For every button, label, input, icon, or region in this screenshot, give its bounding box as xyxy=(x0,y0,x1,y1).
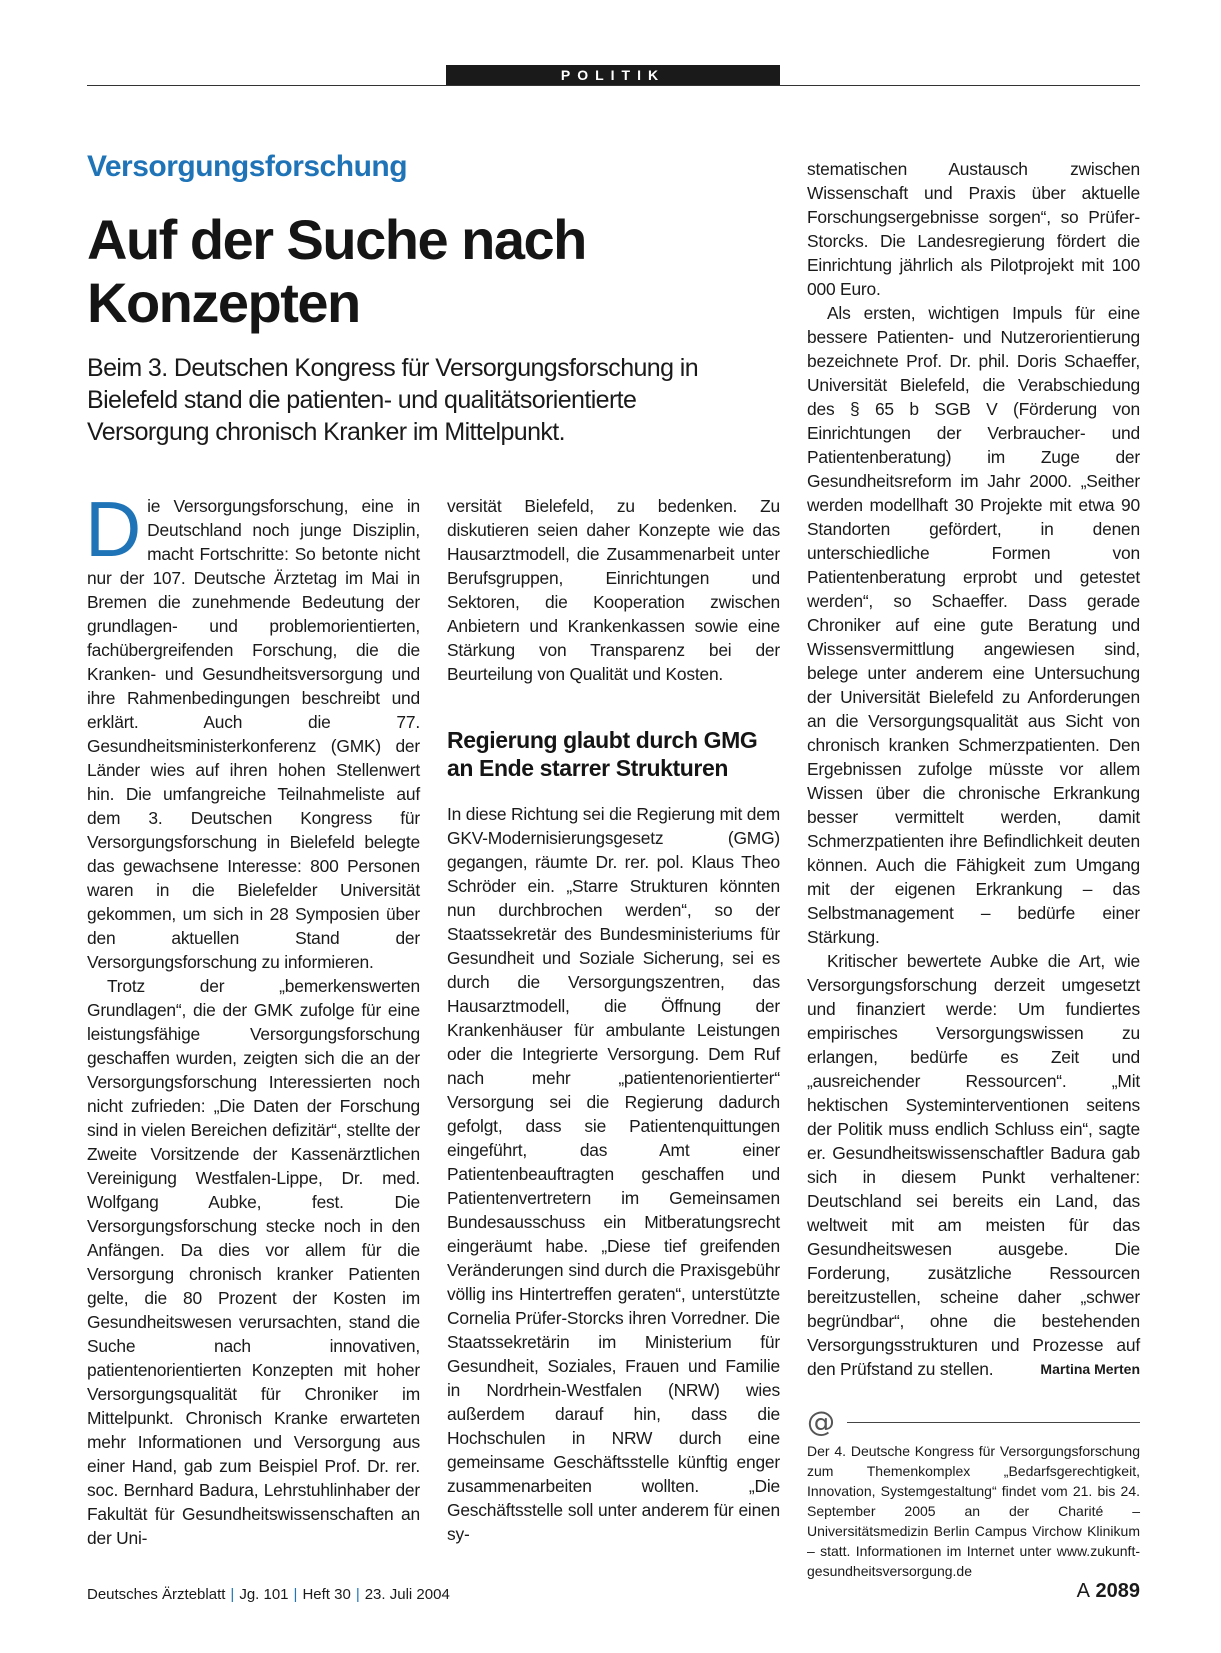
col1-paragraph-1: ie Versorgungsforschung, eine in Deutschland noch junge Disziplin, macht Fortschritte: So betonte nicht nur der 107. Deutsche Ärztetag im Mai in Bremen die zunehmende Bedeutung der grundlagen- und problemorientierten, fachübergreifenden Forschung, die die Kranken- und Gesundheitsversorgung und ihre Rahmenbedingungen beschreibt und erklärt. Auch die 77. Gesundheitsministerkonferenz (GMK) der Länder wies auf ihren hohen Stellenwert hin. Die umfangreiche Teilnahmeliste auf dem 3. Deutschen Kongress für Versorgungsforschung in Bielefeld belegte das gewachsene Interesse: 800 Personen waren in die Bielefelder Universität gekommen, um sich in 28 Symposien über den aktuellen Stand der Versorgungsforschung zu informieren. xyxy=(87,496,420,972)
footer xyxy=(87,1586,450,1603)
col3-paragraph-2: Als ersten, wichtigen Impuls für eine bessere Patienten- und Nutzerorientierung bezeichnete Prof. Dr. phil. Doris Schaeffer, Universität Bielefeld, die Verabschiedung des § 65 b SGB V (Förderung von Einrichtungen der Verbraucher- und Patientenberatung) im Zuge der Gesundheitsreform im Jahr 2000. „Seither werden modellhaft 30 Projekte mit etwa 90 Standorten gefördert, in denen unterschiedliche Formen von Patientenberatung erprobt und getestet werden“, so Schaeffer. Dass gerade Chroniker auf eine gute Beratung und Wissensvermittlung angewiesen sind, belege unter anderem eine Untersuchung der Universität Bielefeld zu Anforderungen an die Versorgungsqualität aus Sicht von chronisch kranken Schmerzpatienten. Den Ergebnissen zufolge müsste vor allem Wissen über die chronische Erkrankung besser vermittelt werden, damit Schmerzpatienten ihre Befindlichkeit deuten können. Auch die Fähigkeit zum Umgang mit der eigenen Erkrankung – das Selbstmanagement – bedürfe einer Stärkung. xyxy=(807,303,1140,947)
header-rule xyxy=(87,85,1140,86)
author-name: Martina Merten xyxy=(1040,1361,1140,1377)
col1-paragraph-2: Trotz der „bemerkenswerten Grundlagen“, die der GMK zufolge für eine leistungsfähige Versorgungsforschung geschaffen wurden, zeigten sich die an der Versorgungsforschung Interessierten noch nicht zufrieden: „Die Daten der Forschung sind in vielen Bereichen defizitär“, stellte der Zweite Vorsitzende der Kassenärztlichen Vereinigung Westfalen-Lippe, Dr. med. Wolfgang Aubke, fest. Die Versorgungsforschung stecke noch in den Anfängen. Da dies vor allem für die Versorgung chronisch kranker Patienten gelte, die 80 Prozent der Kosten im Gesundheitswesen verursachten, stand die Suche nach innovativen, patientenorientierten Konzepten mit hoher Versorgungsqualität für Chroniker im Mittelpunkt. Chronisch Kranke erwarteten mehr Informationen und Versorgung aus einer Hand, gab zum Beispiel Prof. Dr. rer. soc. Bernhard Badura, Lehrstuhlinhaber der Fakultät für Gesundheitswissenschaften an der Uni- xyxy=(87,976,420,1548)
col3-paragraph-3-text: Kritischer bewertete Aubke die Art, wie Versorgungsforschung derzeit umgesetzt und finanziert werde: Um fundiertes empirisches Versorgungswissen zu erlangen, bedürfe es Zeit und „ausreichender Ressourcen“. „Mit hektischen Systeminterventionen seitens der Politik muss endlich Schluss ein“, sagte er. Gesundheitswissenschaftler Badura gab sich in diesem Punkt verhaltener: Deutschland sei bereits ein Land, das weltweit mit am meisten für das Gesundheitswesen ausgebe. Die Forderung, zusätzliche Ressourcen bereitzustellen, scheine daher „schwer begründbar“, ohne die bestehenden Versorgungsstrukturen und Prozesse auf den Prüfstand zu stellen. xyxy=(807,951,1140,1379)
info-rule xyxy=(847,1422,1140,1423)
subheading: Regierung glaubt durch GMG an Ende starrer Strukturen xyxy=(447,727,758,781)
info-box xyxy=(807,1405,1140,1595)
col2-paragraph-2: In diese Richtung sei die Regierung mit dem GKV-Modernisierungsgesetz (GMG) gegangen, räumte Dr. rer. pol. Klaus Theo Schröder ein. „Starre Strukturen könnten nun durchbrochen werden“, so der Staatssekretär des Bundesministeriums für Gesundheit und Soziale Sicherung, sei es durch die Versorgungszentren, das Hausarztmodell, die Öffnung der Krankenhäuser für ambulante Leistungen oder die Integrierte Versorgung. Dem Ruf nach mehr „patientenorientierter“ Versorgung sei die Regierung dadurch gefolgt, dass sie Patientenquittungen eingeführt, das Amt einer Patientenbeauftragten geschaffen und Patientenvertretern im Gemeinsamen Bundesausschuss ein Mitberatungsrecht eingeräumt habe. „Diese tief greifenden Veränderungen sind durch die Praxisgebühr völlig ins Hintertreffen geraten“, unterstützte Cornelia Prüfer-Storcks ihren Vorredner. Die Staatssekretärin im Ministerium für Gesundheit, Soziales, Frauen und Familie in Nordrhein-Westfalen (NRW) wies außerdem darauf hin, dass die Hochschulen in NRW durch eine gemeinsame Geschäftsstelle künftig enger zusammenarbeiten wollten. „Die Geschäftsstelle soll unter anderem für einen sy- xyxy=(447,804,780,1544)
footer-separator: | xyxy=(355,1586,360,1603)
article-column-2 xyxy=(447,494,780,1546)
info-text: Der 4. Deutsche Kongress für Versorgungsforschung zum Themenkomplex „Bedarfsgerechtigkeit, Innovation, Systemgestaltung“ findet vom 21. bis 24. September 2005 an der Charité – Universitätsmedizin Berlin Campus Virchow Klinikum – statt. Informationen im Internet unter www.zukunft-gesundheitsversorgung.de xyxy=(807,1443,1140,1579)
section-label: POLITIK xyxy=(446,65,780,85)
footer-journal: Deutsches Ärzteblatt xyxy=(87,1586,226,1603)
page-number-value: 2089 xyxy=(1095,1580,1140,1602)
page-number xyxy=(1077,1580,1140,1603)
article-column-1 xyxy=(85,485,420,1550)
footer-issue: Heft 30 xyxy=(302,1586,351,1603)
at-icon: @ xyxy=(807,1405,835,1438)
col2-paragraph-1: versität Bielefeld, zu bedenken. Zu diskutieren seien daher Konzepte wie das Hausarztmodell, die Zusammenarbeit unter Berufsgruppen, Einrichtungen und Sektoren, die Kooperation zwischen Anbietern und Krankenkassen sowie eine Stärkung von Transparenz bei der Beurteilung von Qualität und Kosten. xyxy=(447,496,780,684)
article-column-3 xyxy=(807,157,1140,1381)
kicker: Versorgungsforschung xyxy=(87,150,408,183)
footer-separator: | xyxy=(293,1586,298,1603)
headline: Auf der Suche nach Konzepten xyxy=(87,208,586,334)
page-prefix: A xyxy=(1076,1580,1090,1602)
col3-paragraph-3 xyxy=(807,949,1140,1381)
drop-cap: D xyxy=(85,485,142,573)
footer-separator: | xyxy=(230,1586,235,1603)
col3-paragraph-1: stematischen Austausch zwischen Wissenschaft und Praxis über aktuelle Forschungsergebnisse sorgen“, so Prüfer-Storcks. Die Landesregierung fördert die Einrichtung jährlich als Pilotprojekt mit 100 000 Euro. xyxy=(807,159,1140,299)
footer-date: 23. Juli 2004 xyxy=(364,1586,450,1603)
lead-paragraph: Beim 3. Deutschen Kongress für Versorgungsforschung in Bielefeld stand die patienten- und qualitätsorientierte Versorgung chronisch Kranker im Mittelpunkt. xyxy=(87,354,699,446)
footer-volume: Jg. 101 xyxy=(239,1586,289,1603)
